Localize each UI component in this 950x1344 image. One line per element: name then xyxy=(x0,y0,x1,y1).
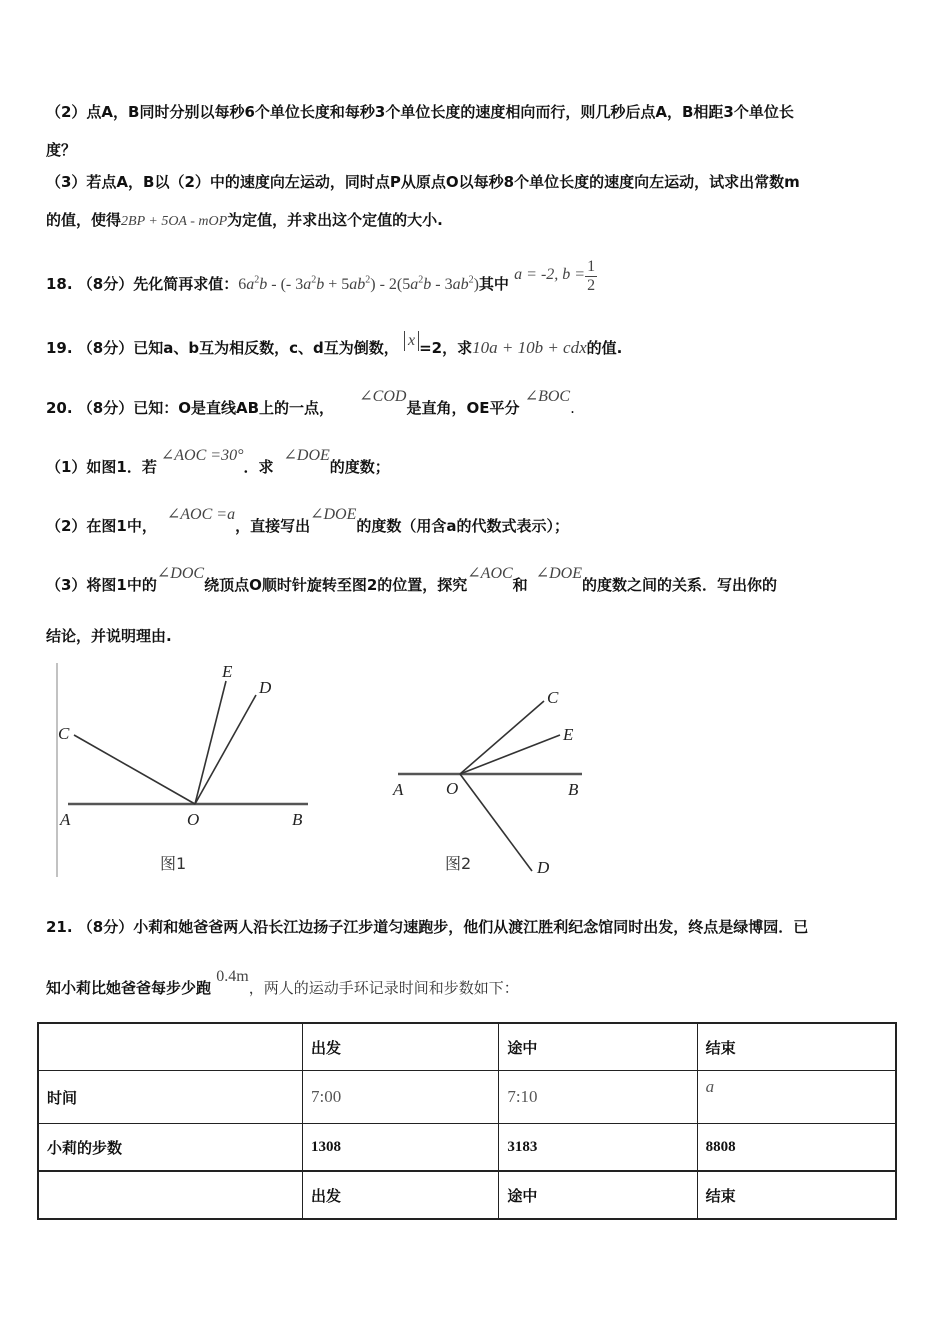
q20-p1-formula: ∠AOC =30° xyxy=(160,447,244,464)
fig2-label-e: E xyxy=(563,725,574,744)
q21-line2-prefix: 知小莉比她爸爸每步少跑 xyxy=(46,979,212,997)
fig2-label-a: A xyxy=(393,780,404,799)
fig2-label-o: O xyxy=(446,779,459,798)
table-cell: 3183 xyxy=(499,1124,697,1172)
q17-part3-suffix: 为定值，并求出这个定值的大小. xyxy=(227,211,443,229)
fig2-label-c: C xyxy=(547,688,559,707)
q20-p3-prefix: （3）将图1中的 xyxy=(46,576,157,594)
fig1-label-c: C xyxy=(58,724,70,743)
fig1-label-d: D xyxy=(259,678,272,697)
q20-p2-suffix: 的度数（用含a的代数式表示）； xyxy=(356,517,570,535)
figure-1 xyxy=(40,655,330,885)
table-cell: 途中 xyxy=(499,1171,697,1219)
steps-table xyxy=(37,1022,897,1220)
q20-part2 xyxy=(46,506,570,537)
table-cell: 7:10 xyxy=(499,1071,697,1124)
q18-condition: a = -2, b = xyxy=(514,266,586,283)
q21-line2 xyxy=(46,968,519,999)
angle-cod: ∠COD xyxy=(359,388,407,405)
q17-part3-line2 xyxy=(46,210,443,232)
table-cell: 时间 xyxy=(38,1071,302,1124)
table-cell: 1308 xyxy=(302,1124,498,1172)
q17-part3-prefix: 的值，使得 xyxy=(46,211,122,229)
table-cell: 7:00 xyxy=(302,1071,498,1124)
q21-formula: 0.4m xyxy=(216,968,249,985)
table-row xyxy=(38,1171,896,1219)
q20-p1-prefix: （1）如图1．若 xyxy=(46,458,157,476)
table-cell xyxy=(38,1171,302,1219)
q20-end: . xyxy=(570,399,575,417)
q21-line1: 21. （8分）小莉和她爸爸两人沿长江边扬子江步道匀速跑步，他们从渡江胜利纪念馆同时出发，终点是绿博园．已 xyxy=(46,918,809,936)
q21-line2-suffix: ，两人的运动手环记录时间和步数如下： xyxy=(248,979,519,997)
fig1-label-b: B xyxy=(292,810,303,829)
q20-part3-line2: 结论，并说明理由. xyxy=(46,627,172,645)
q20 xyxy=(46,388,575,419)
table-cell: 结束 xyxy=(697,1023,896,1071)
figure-2 xyxy=(380,675,600,885)
q20-p1-angle: ∠DOE xyxy=(283,447,330,464)
angle-boc: ∠BOC xyxy=(524,388,571,405)
q19-prefix: 19. （8分）已知a、b互为相反数，c、d互为倒数， xyxy=(46,339,399,357)
q18-prefix: 18. （8分）先化简再求值： xyxy=(46,275,239,293)
table-cell xyxy=(38,1023,302,1071)
q20-part3 xyxy=(46,565,777,596)
q17-part3-line1: （3）若点A，B以（2）中的速度向左运动，同时点P从原点O以每秒8个单位长度的速度向左运动，试求出常数m xyxy=(46,173,800,191)
table-cell: 出发 xyxy=(302,1171,498,1219)
q17-part2-line2: 度？ xyxy=(46,141,77,159)
fig1-label-o: O xyxy=(187,810,200,829)
q18-fraction: $\frac{1}{2}$ xyxy=(587,258,596,294)
q20-p3-angle-doc: ∠DOC xyxy=(156,565,205,582)
q20-prefix: 20. （8分）已知：O是直线AB上的一点， xyxy=(46,399,335,417)
q20-p1-suffix: 的度数； xyxy=(329,458,390,476)
q20-p3-suffix: 的度数之间的关系．写出你的 xyxy=(581,576,777,594)
q19-expression: 10a + 10b + cdx xyxy=(472,338,587,357)
table-cell: a xyxy=(697,1071,896,1124)
q20-p3-angle-doe: ∠DOE xyxy=(535,565,582,582)
fig2-label-d: D xyxy=(537,858,550,877)
table-cell: 结束 xyxy=(697,1171,896,1219)
q19-abs-x: x xyxy=(404,331,419,351)
q19-suffix: 的值. xyxy=(586,339,623,357)
table-cell: 8808 xyxy=(697,1124,896,1172)
table-cell: 小莉的步数 xyxy=(38,1124,302,1172)
q20-p2-mid: ，直接写出 xyxy=(235,517,311,535)
q17-formula: 2BP + 5OA - mOP xyxy=(121,214,228,229)
q20-p2-prefix: （2）在图1中， xyxy=(46,517,157,535)
table-row xyxy=(38,1071,896,1124)
q20-p1-mid: ．求 xyxy=(243,458,274,476)
fig1-label-e: E xyxy=(222,662,233,681)
q19 xyxy=(46,332,623,359)
table-header-row xyxy=(38,1023,896,1071)
table-cell: 出发 xyxy=(302,1023,498,1071)
table-row xyxy=(38,1124,896,1172)
q20-part1 xyxy=(46,447,390,478)
q19-eq: =2，求 xyxy=(419,339,473,357)
fig1-caption: 图1 xyxy=(160,854,187,873)
q20-p2-formula: ∠AOC =a xyxy=(166,506,236,523)
q20-p3-and: 和 xyxy=(512,576,528,594)
q20-mid: 是直角，OE平分 xyxy=(406,399,520,417)
q18-expression: $6a^2b$ - (- $3a^2b + 5ab^2) - 2(5a^2b - 3ab^2)$ xyxy=(238,274,479,293)
q17-part2-line1: （2）点A，B同时分别以每秒6个单位长度和每秒3个单位长度的速度相向而行，则几秒后点A，B相距3个单位长 xyxy=(46,103,794,121)
fig2-caption: 图2 xyxy=(445,854,472,873)
q18 xyxy=(46,258,597,303)
q20-p3-angle-aoc: ∠AOC xyxy=(467,565,513,582)
table-cell: 途中 xyxy=(499,1023,697,1071)
fig2-label-b: B xyxy=(568,780,579,799)
q18-middle: 其中 xyxy=(478,275,509,293)
q20-p3-mid: 绕顶点O顺时针旋转至图2的位置，探究 xyxy=(204,576,468,594)
q20-p2-angle: ∠DOE xyxy=(310,506,357,523)
fig1-label-a: A xyxy=(60,810,71,829)
